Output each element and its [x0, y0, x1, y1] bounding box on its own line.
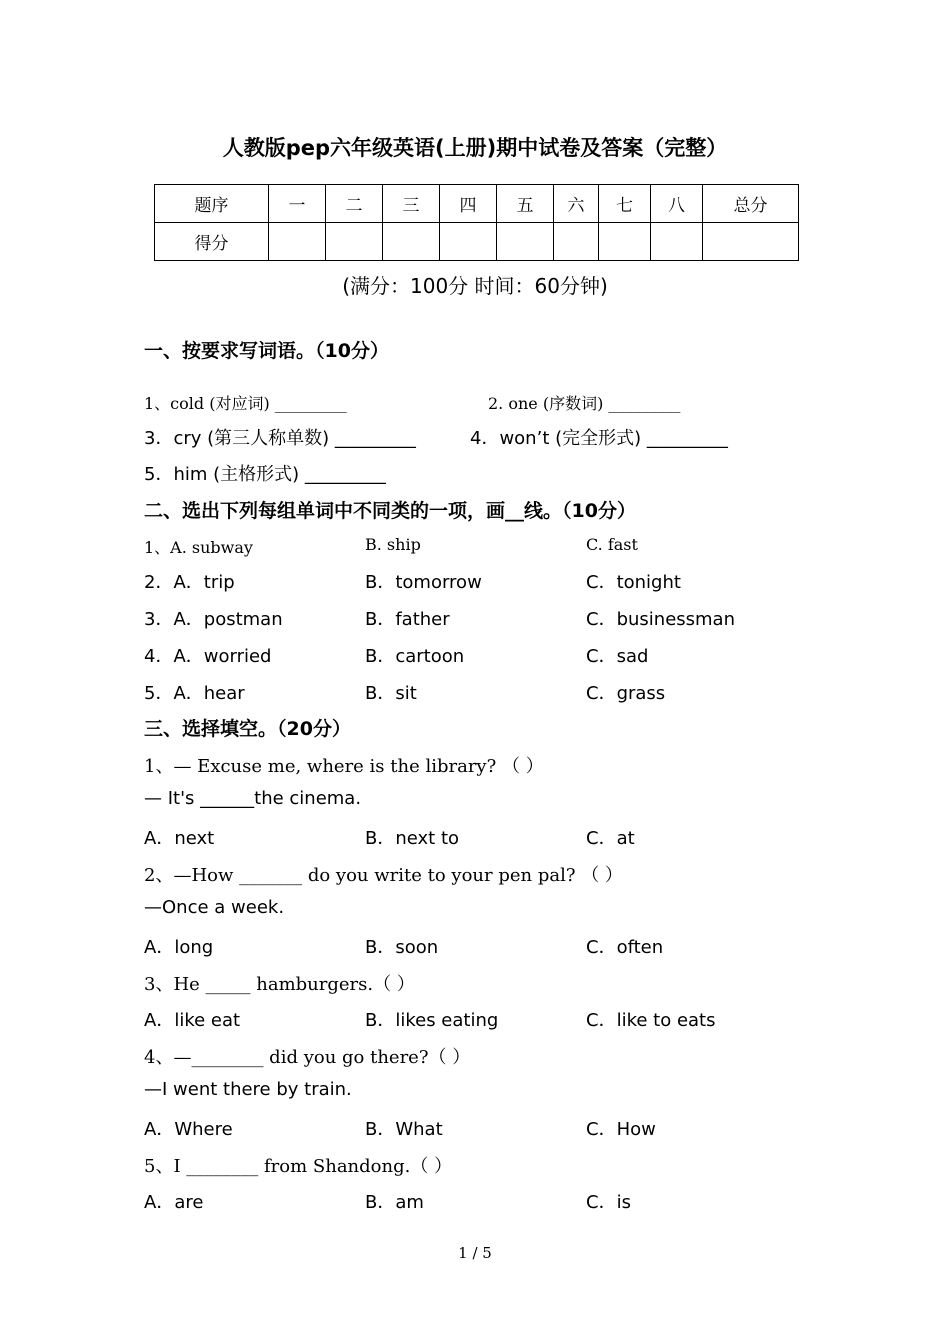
score-row-label: 得分: [155, 223, 269, 261]
section1-item[interactable]: 1、cold (对应词) _________: [144, 394, 347, 413]
page-title: 人教版pep六年级英语(上册)期中试卷及答案（完整）: [222, 136, 728, 160]
score-input-cell[interactable]: [703, 223, 799, 261]
section2-option[interactable]: B．father: [365, 609, 450, 630]
score-header-cell: 题序: [155, 185, 269, 223]
score-input-cell[interactable]: [440, 223, 497, 261]
answer-option[interactable]: B．soon: [365, 937, 439, 958]
section2-option[interactable]: 3．A．postman: [144, 609, 283, 630]
answer-option[interactable]: B．am: [365, 1192, 424, 1213]
score-header-cell: 四: [440, 185, 497, 223]
score-input-cell[interactable]: [554, 223, 599, 261]
section1-item[interactable]: 3．cry (第三人称单数) _________: [144, 428, 416, 449]
section1-heading: 一、按要求写词语。（10分）: [144, 340, 389, 362]
score-input-cell[interactable]: [269, 223, 326, 261]
answer-option[interactable]: B．likes eating: [365, 1010, 499, 1031]
section1-item[interactable]: 5．him (主格形式) _________: [144, 464, 386, 485]
score-table: [154, 184, 799, 261]
answer-option[interactable]: C．often: [586, 937, 664, 958]
answer-option[interactable]: C．How: [586, 1119, 656, 1140]
answer-option[interactable]: B．next to: [365, 828, 460, 849]
score-header-cell: 二: [326, 185, 383, 223]
score-table-header-row: [155, 185, 799, 223]
answer-option[interactable]: A．like eat: [144, 1010, 241, 1031]
score-header-cell: 三: [383, 185, 440, 223]
question-line: — It's ______the cinema.: [144, 788, 362, 809]
answer-option[interactable]: A．long: [144, 937, 214, 958]
section2-heading: 二、选出下列每组单词中不同类的一项，画__线。（10分）: [144, 500, 636, 522]
answer-option[interactable]: A．next: [144, 828, 215, 849]
exam-info: (满分：100分 时间：60分钟): [342, 274, 608, 298]
score-input-cell[interactable]: [326, 223, 383, 261]
score-header-cell: 七: [599, 185, 651, 223]
section3-heading: 三、选择填空。（20分）: [144, 718, 351, 740]
answer-option[interactable]: C．at: [586, 828, 635, 849]
score-input-cell[interactable]: [497, 223, 554, 261]
answer-option[interactable]: C．is: [586, 1192, 631, 1213]
score-input-cell[interactable]: [383, 223, 440, 261]
score-header-cell: 五: [497, 185, 554, 223]
score-input-cell[interactable]: [599, 223, 651, 261]
score-input-cell[interactable]: [651, 223, 703, 261]
section2-option[interactable]: B. ship: [365, 535, 421, 554]
section2-option[interactable]: 2．A．trip: [144, 572, 235, 593]
score-header-cell: 八: [651, 185, 703, 223]
question-stem: 1、— Excuse me, where is the library? （ ）: [144, 756, 544, 777]
answer-option[interactable]: B．What: [365, 1119, 443, 1140]
section2-option[interactable]: B．tomorrow: [365, 572, 482, 593]
section1-item[interactable]: 4．won’t (完全形式) _________: [470, 428, 728, 449]
question-line: —I went there by train.: [144, 1079, 352, 1100]
section2-option[interactable]: C．businessman: [586, 609, 735, 630]
section2-option[interactable]: 1、A. subway: [144, 538, 253, 557]
section2-option[interactable]: C．grass: [586, 683, 666, 704]
section1-item[interactable]: 2. one (序数词) _________: [488, 394, 681, 413]
question-stem: 4、—________ did you go there?（ ）: [144, 1047, 471, 1068]
score-header-cell: 六: [554, 185, 599, 223]
section2-option[interactable]: B．cartoon: [365, 646, 465, 667]
section2-option[interactable]: C．sad: [586, 646, 649, 667]
answer-option[interactable]: A．Where: [144, 1119, 233, 1140]
score-header-cell: 一: [269, 185, 326, 223]
score-table-score-row: [155, 223, 799, 261]
question-stem: 3、He _____ hamburgers.（ ）: [144, 974, 415, 995]
section2-option[interactable]: 4．A．worried: [144, 646, 272, 667]
question-stem: 2、—How _______ do you write to your pen pal? （ ）: [144, 865, 623, 886]
section2-option[interactable]: B．sit: [365, 683, 417, 704]
section2-option[interactable]: C．tonight: [586, 572, 681, 593]
question-line: —Once a week.: [144, 897, 285, 918]
score-header-cell: 总分: [703, 185, 799, 223]
answer-option[interactable]: A．are: [144, 1192, 204, 1213]
section2-option[interactable]: C. fast: [586, 535, 638, 554]
question-stem: 5、I ________ from Shandong.（ ）: [144, 1156, 453, 1177]
section2-option[interactable]: 5．A．hear: [144, 683, 245, 704]
page-number: 1 / 5: [458, 1244, 492, 1262]
answer-option[interactable]: C．like to eats: [586, 1010, 716, 1031]
